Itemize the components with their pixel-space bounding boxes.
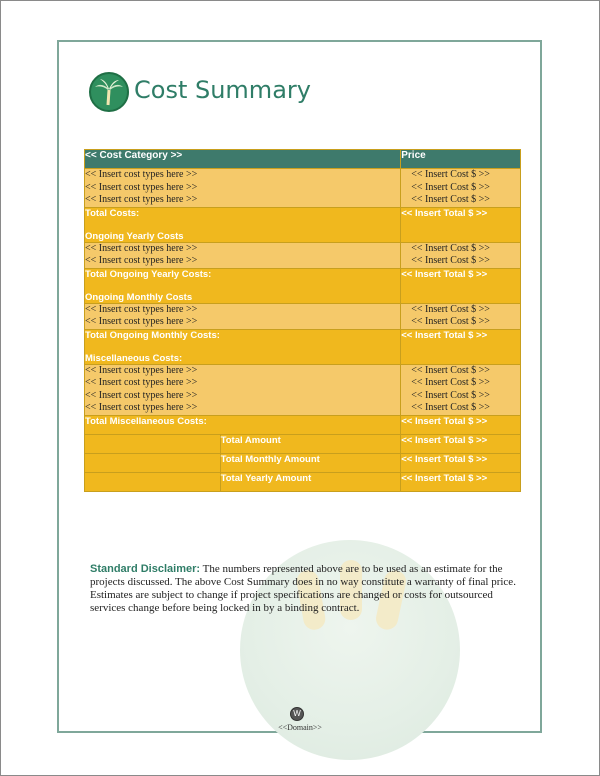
total-amount-label: Total Amount — [220, 434, 401, 453]
cost-type-item: << Insert cost types here >> — [85, 402, 198, 413]
misc-heading: Miscellaneous Costs: — [85, 352, 183, 364]
cost-prices-cell — [401, 242, 521, 268]
cost-types-cell — [85, 242, 401, 268]
cost-type-item: << Insert cost types here >> — [85, 389, 198, 401]
table-row — [85, 472, 521, 491]
cost-type-item: << Insert cost types here >> — [85, 377, 198, 388]
cost-price-item: << Insert Cost $ >> — [411, 169, 490, 180]
domain-logo-icon: W — [290, 707, 304, 721]
total-yearly-value: << Insert Total $ >> — [401, 268, 521, 303]
total-costs-value: << Insert Total $ >> — [401, 207, 521, 242]
cost-types-cell — [85, 303, 401, 329]
cost-summary-table — [84, 149, 521, 492]
total-yearly-amount-label: Total Yearly Amount — [220, 472, 401, 491]
cost-types-cell — [85, 169, 401, 208]
total-misc-label: Total Miscellaneous Costs: — [85, 415, 401, 434]
total-misc-value: << Insert Total $ >> — [401, 415, 521, 434]
disclaimer — [90, 563, 520, 615]
table-row — [85, 268, 521, 303]
header-cost-category: << Cost Category >> — [85, 150, 401, 169]
disclaimer-text: The numbers represented above are to be used as an estimate for the projects discussed. The above Cost Summary does in no way constitute a warranty of final price. Estimates are subject to change if project specifications are changed or costs for outsourced services change before being locked in by a binding contract. — [90, 563, 516, 614]
cost-price-item: << Insert Cost $ >> — [411, 242, 490, 254]
table-row — [85, 453, 521, 472]
cost-type-item: << Insert cost types here >> — [85, 194, 198, 205]
table-row — [85, 242, 521, 268]
table-row — [85, 169, 521, 208]
cost-price-item: << Insert Cost $ >> — [411, 377, 490, 388]
palm-tree-icon — [89, 72, 129, 112]
cost-type-item: << Insert cost types here >> — [85, 242, 198, 254]
cost-price-item: << Insert Cost $ >> — [411, 389, 490, 401]
cost-prices-cell — [401, 364, 521, 415]
table-row — [85, 415, 521, 434]
total-costs-label: Total Costs: — [85, 207, 140, 219]
header-price: Price — [401, 150, 521, 169]
page-title: Cost Summary — [134, 76, 311, 104]
total-monthly-label: Total Ongoing Monthly Costs: — [85, 329, 220, 341]
cost-price-item: << Insert Cost $ >> — [411, 181, 490, 193]
total-yearly-label: Total Ongoing Yearly Costs: — [85, 268, 212, 280]
cost-types-cell — [85, 364, 401, 415]
table-row — [85, 434, 521, 453]
table-row — [85, 364, 521, 415]
cost-type-item: << Insert cost types here >> — [85, 364, 198, 376]
cost-type-item: << Insert cost types here >> — [85, 181, 198, 193]
table-row — [85, 329, 521, 364]
ongoing-monthly-heading: Ongoing Monthly Costs — [85, 291, 193, 303]
total-monthly-value: << Insert Total $ >> — [401, 329, 521, 364]
cost-price-item: << Insert Cost $ >> — [411, 303, 490, 315]
footer-domain: <<Domain>> — [278, 723, 322, 732]
cost-type-item: << Insert cost types here >> — [85, 169, 198, 180]
cost-price-item: << Insert Cost $ >> — [411, 194, 490, 205]
total-monthly-amount-value: << Insert Total $ >> — [401, 453, 521, 472]
total-amount-value: << Insert Total $ >> — [401, 434, 521, 453]
cost-type-item: << Insert cost types here >> — [85, 316, 198, 327]
cost-prices-cell — [401, 303, 521, 329]
total-yearly-amount-value: << Insert Total $ >> — [401, 472, 521, 491]
cost-price-item: << Insert Cost $ >> — [411, 364, 490, 376]
cost-price-item: << Insert Cost $ >> — [411, 402, 490, 413]
cost-type-item: << Insert cost types here >> — [85, 255, 198, 266]
cost-prices-cell — [401, 169, 521, 208]
total-monthly-amount-label: Total Monthly Amount — [220, 453, 401, 472]
ongoing-yearly-heading: Ongoing Yearly Costs — [85, 230, 184, 242]
table-row — [85, 207, 521, 242]
cost-type-item: << Insert cost types here >> — [85, 303, 198, 315]
table-row — [85, 303, 521, 329]
disclaimer-label: Standard Disclaimer: — [90, 563, 201, 575]
cost-price-item: << Insert Cost $ >> — [411, 255, 490, 266]
cost-price-item: << Insert Cost $ >> — [411, 316, 490, 327]
table-header-row — [85, 150, 521, 169]
